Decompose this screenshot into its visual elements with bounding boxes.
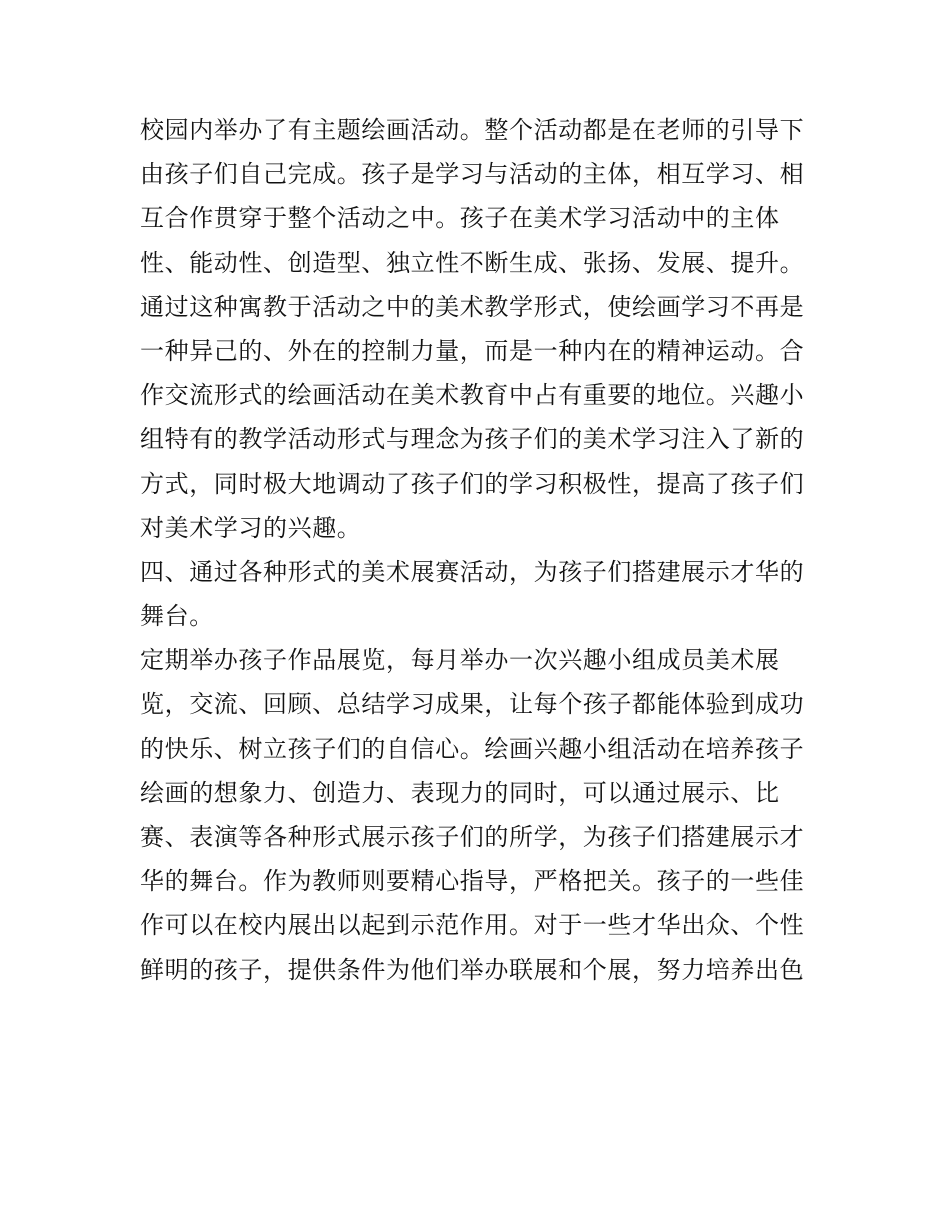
text-line: 组特有的教学活动形式与理念为孩子们的美术学习注入了新的	[140, 425, 805, 454]
text-line: 的快乐、树立孩子们的自信心。绘画兴趣小组活动在培养孩子	[140, 734, 805, 763]
section-heading-line: 舞台。	[140, 602, 214, 631]
text-line: 赛、表演等各种形式展示孩子们的所学，为孩子们搭建展示才	[140, 823, 805, 851]
text-line: 由孩子们自己完成。孩子是学习与活动的主体，相互学习、相	[140, 160, 805, 189]
text-line: 对美术学习的兴趣。	[140, 513, 362, 542]
text-line: 一种异己的、外在的控制力量，而是一种内在的精神运动。合	[140, 336, 805, 365]
text-line: 绘画的想象力、创造力、表现力的同时，可以通过展示、比	[140, 778, 780, 807]
body-text	[140, 108, 820, 992]
text-line: 览，交流、回顾、总结学习成果，让每个孩子都能体验到成功	[140, 690, 805, 719]
text-line: 作可以在校内展出以起到示范作用。对于一些才华出众、个性	[140, 911, 805, 940]
text-line: 鲜明的孩子，提供条件为他们举办联展和个展，努力培养出色	[140, 955, 805, 984]
text-line: 性、能动性、创造型、独立性不断生成、张扬、发展、提升。	[140, 248, 805, 277]
text-line: 校园内举办了有主题绘画活动。整个活动都是在老师的引导下	[140, 116, 805, 144]
text-line: 通过这种寓教于活动之中的美术教学形式，使绘画学习不再是	[140, 292, 805, 321]
section-heading-line: 四、通过各种形式的美术展赛活动，为孩子们搭建展示才华的	[140, 557, 805, 586]
text-line: 华的舞台。作为教师则要精心指导，严格把关。孩子的一些佳	[140, 867, 805, 896]
text-line: 方式，同时极大地调动了孩子们的学习积极性，提高了孩子们	[140, 469, 805, 498]
text-line: 定期举办孩子作品展览，每月举办一次兴趣小组成员美术展	[140, 646, 780, 675]
text-line: 作交流形式的绘画活动在美术教育中占有重要的地位。兴趣小	[140, 381, 805, 410]
text-line: 互合作贯穿于整个活动之中。孩子在美术学习活动中的主体	[140, 204, 780, 233]
